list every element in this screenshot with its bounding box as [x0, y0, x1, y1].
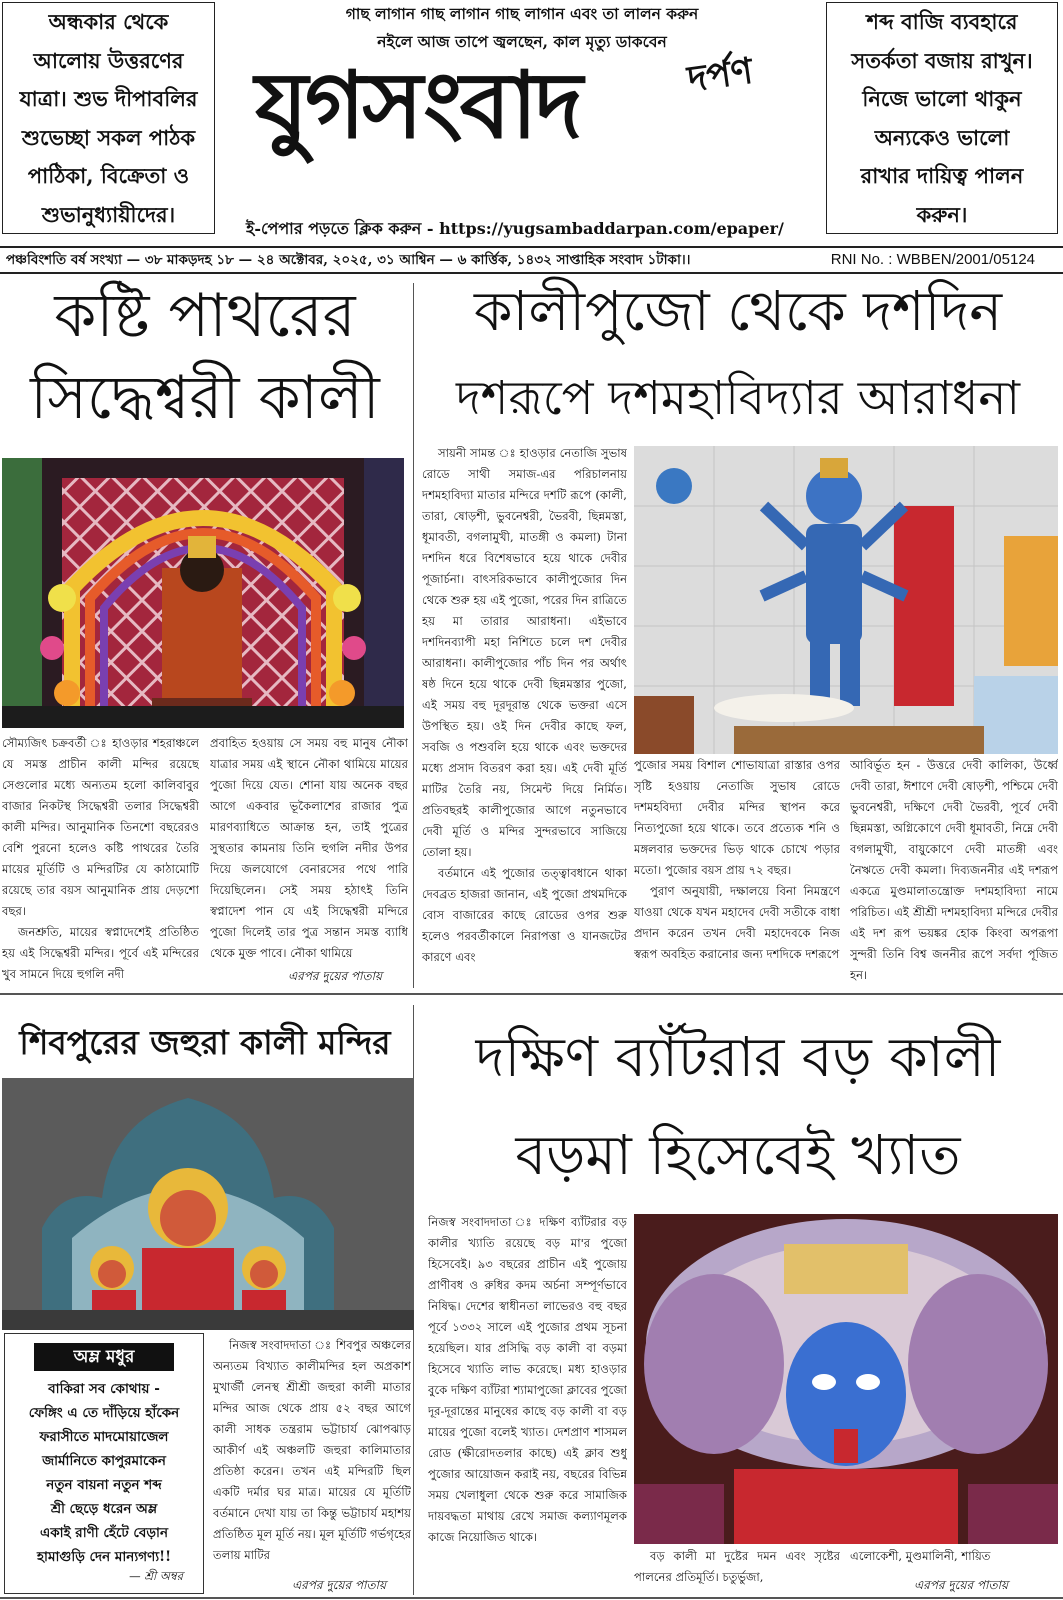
issue-info: পঞ্চবিংশতি বর্ষ সংখ্যা — ৩৮ মাকড়দহ ১৮ — ২৪ অক্টোবর, ২০২৫, ৩১ আশ্বিন — ৬ কার্ত্তিক, ১৪৩২ সাপ্তাহিক সংবাদ ১টাকা।।: [6, 252, 691, 268]
caption-text: এলোকেশী, মুণ্ডমালিনী, শায়িত: [850, 1549, 991, 1563]
poem-line: জার্মানিতে কাপুরমাকেন: [42, 1453, 166, 1469]
article-body-column: [850, 755, 1058, 984]
poem-line: শ্রী ছেড়ে ধরেন অম্ল: [50, 1501, 158, 1517]
safety-line: করুন।: [916, 201, 968, 227]
amla-title: অম্ল মধুর: [34, 1343, 174, 1371]
greeting-line: অন্ধকার থেকে: [48, 9, 169, 34]
article-paragraph: সৌম্যজিৎ চক্রবর্তী ঃ হাওড়ার শহরাঞ্চলে যে সমস্ত প্রাচীন কালী মন্দির রয়েছে সেগুলোর মধ্যে অন্যতম হলো কালিবাবুর বাজার নিকটস্থ সিদ্ধেশ্বরী তলার সিদ্ধেশ্বরী কালী মন্দির। আনুমানিক তিনশো বছরেরও বেশি পুরনো হলেও কষ্টি পাথরের তৈরি মায়ের মূর্তিটি ও মন্দিরটির যে কাঠামোটি রয়েছে তার বয়স আনুমানিক প্রায় দেড়শো বছর।: [2, 736, 199, 918]
article-headline: কালীপুজো থেকে দশদিন: [473, 279, 1003, 343]
jahura-idol-illustration: [2, 1078, 414, 1330]
section-divider: [0, 993, 1063, 995]
article-paragraph: জনশ্রুতি, মায়ের স্বপ্নাদেশেই প্রতিষ্ঠিত হয় এই সিদ্ধেশ্বরী মন্দির। পূর্বে এই মন্দিরের খুব সামনে দিয়ে হুগলি নদী: [2, 925, 199, 981]
caption-text: বড় কালী মা দুষ্টের দমন এবং সৃষ্টের পালনের প্রতিমূর্তি। চতুর্ভুজা,: [634, 1549, 840, 1584]
greeting-line: শুভেচ্ছা সকল পাঠক: [21, 124, 196, 150]
tagline: গাছ লাগান গাছ লাগান গাছ লাগান এবং তা লালন করুন: [345, 4, 699, 23]
shrine-illustration: [2, 458, 404, 728]
masthead-subtitle: দর্পণ: [685, 50, 756, 101]
column-divider: [413, 283, 414, 988]
article-headline: বড়মা হিসেবেই খ্যাত: [515, 1123, 961, 1187]
amla-madhur-box: [4, 1333, 204, 1594]
article-body-column: [2, 733, 199, 983]
tagline: নইলে আজ তাপে জ্বলছেন, কাল মৃত্যু ডাকবেন: [377, 32, 667, 51]
poem-line: একাই রাণী হেঁটে বেড়ান: [39, 1525, 169, 1541]
poem-line: নতুন বায়না নতুন শব্দ: [46, 1477, 162, 1493]
article-headline: দক্ষিণ ব্যাঁটরার বড় কালী: [475, 1025, 1001, 1089]
safety-line: সতর্কতা বজায় রাখুন।: [851, 47, 1033, 73]
article-body-column: [428, 1212, 627, 1584]
jahura-kali-photo: [2, 1078, 414, 1330]
safety-line: নিজে ভালো থাকুন: [862, 86, 1022, 111]
poem-line: ফেঙ্গিং এ তে দাঁড়িয়ে হাঁকেন: [28, 1405, 180, 1421]
article-body-column: [210, 733, 408, 965]
greeting-line: শুভানুধ্যায়ীদের।: [41, 201, 176, 227]
epaper-link[interactable]: ই-পেপার পড়তে ক্লিক করুন - https://yugsambaddarpan.com/epaper/: [246, 219, 784, 238]
photo-caption: [634, 1546, 840, 1588]
bara-kali-photo: [634, 1214, 1058, 1544]
greeting-box: [2, 2, 215, 234]
poem-line: ফরাসীতে মাদমোয়াজেল: [39, 1429, 169, 1445]
bottom-rule: [0, 1597, 1063, 1599]
poem-line: হামাগুড়ি দেন মান্যগণ্য!!: [36, 1549, 172, 1565]
article-paragraph: সায়নী সামন্ত ঃ হাওড়ার নেতাজি সুভাষ রোডে সাথী সমাজ-এর পরিচালনায় দশমহাবিদ্যা মাতার মন্দিরে দশটি রূপে (কালী, তারা, ষোড়শী, ভুবনেশ্বরী, ভৈরবী, ছিন্নমস্তা, ধূমাবতী, বগলামুখী, মাতঙ্গী ও কমলা) টানা দশদিন ধরে বিশেষভাবে হয়ে থাকে দেবীর পূজার্চনা। বাৎসরিকভাবে কালীপুজোর দিন থেকে শুরু হয় এই পুজো, পরের দিন রাত্রিতে হয় মা তারার আরাধনা। এইভাবে দশদিনব্যাপী মহা নিশিতে চলে দশ দেবীর আরাধনা। কালীপুজোর পাঁচ দিন পর অর্থাৎ ষষ্ঠ দিনে হয়ে থাকে দেবী ছিন্নমস্তার পুজো, এই সময় বহু দূরদূরান্ত থেকে ভক্তরা এসে উপস্থিত হয়। ওই দিন দেবীর কাছে ফল, সবজি ও পশুবলি হয়ে থাকে এবং ভক্তদের মধ্যে প্রসাদ বিতরণ করা হয়। এই দেবী মূর্তি মাটির তৈরি নয়, সিমেন্ট দিয়ে নির্মিত। প্রতিবছরই কালীপুজোর আগে নতুনভাবে দেবী মূর্তি ও মন্দির সুন্দরভাবে সাজিয়ে তোলা হয়।: [422, 446, 627, 859]
rni-number: RNI No. : WBBEN/2001/05124: [830, 251, 1035, 268]
greeting-line: পাঠিকা, বিক্রেতা ও: [27, 163, 190, 188]
article-paragraph: পুজোর সময় বিশাল শোভাযাত্রা রাস্তার ওপর সৃষ্টি হওয়ায় নেতাজি সুভাষ রোডে দশমহবিদ্যা দেবীর মন্দির স্থাপন করে নিত্যপুজো হয়ে থাকে। তবে প্রত্যেক শনি ও মঙ্গলবার ভক্তদের ভিড় থাকে চোখে পড়ার মতো। পুজোর বয়স প্রায় ৭২ বছর।: [634, 758, 840, 877]
continued-note: এরপর দুয়ের পাতায়: [292, 1578, 387, 1592]
safety-line: অন্যকেও ভালো: [874, 124, 1010, 150]
article-paragraph: নিজস্ব সংবাদদাতা ঃ শিবপুর অঞ্চলের অন্যতম বিখ্যাত কালীমন্দির হল অপ্রকাশ মুখার্জী লেনস্থ শ্রীশ্রী জহুরা কালী মাতার মন্দির আজ থেকে প্রায় ৫২ বছর আগে কালী সাধক তন্ত্ররাম ভট্টাচার্য ঝোপঝাড় আকীর্ণ এই অঞ্চলটি জহুরা কালিমাতার প্রতিষ্ঠা করেন। তখন এই মন্দিরটি ছিল একটি দর্মার ঘর মাত্র। মায়ের যে মূর্তিটি বর্তমানে দেখা যায় তা কিন্তু ভট্টাচার্য মহাশয় প্রতিষ্ঠিত মূল মূর্তি নয়। মূল মূর্তিটি গর্ভগৃহের তলায় মাটির: [213, 1338, 411, 1562]
article-paragraph: প্রবাহিত হওয়ায় সে সময় বহু মানুষ নৌকা যাত্রার সময় এই স্থানে নৌকা থামিয়ে মায়ের পুজো দিয়ে যেত। শোনা যায় অনেক বছর আগে একবার ভূকৈলাশের রাজার পুত্র মারণব্যাধিতে আক্রান্ত হন, তাই পুত্রের সুস্থতার কামনায় তিনি হুগলি নদীর উপর দিয়ে জলযোগে বেনারসের পথে পারি দিয়েছিলেন। সেই সময় হঠাৎই তিনি স্বপ্নাদেশ পান যে এই সিদ্ধেশ্বরী মন্দিরে পুজো দিলেই তার পুত্র সন্তান সমস্ত ব্যাধি থেকে মুক্ত পাবে। নৌকা থামিয়ে: [210, 736, 408, 960]
siddheswari-kali-photo: [2, 458, 404, 728]
article-headline: শিবপুরের জহুরা কালী মন্দির: [19, 1023, 391, 1062]
kali-idol-illustration: [634, 446, 1058, 754]
article-headline: কষ্টি পাথরের: [54, 281, 356, 351]
safety-box: [826, 2, 1058, 234]
article-paragraph: বর্তমানে এই পুজোর তত্ত্বাবধানে থাকা দেবব্রত হাজরা জানান, এই পুজো প্রথমদিকে বোস বাজারের কাছে রোডের ওপর শুরু হলেও পরবর্তীকালে নিরাপত্তা ও যানজটের কারণে এবং: [422, 866, 627, 964]
article-paragraph: আবির্ভূত হন - উত্তরে দেবী কালিকা, উর্ধ্বে দেবী তারা, ঈশাণে দেবী ষোড়শী, পশ্চিমে দেবী ভুবনেশ্বরী, দক্ষিণে দেবী ভৈরবী, পূর্বে দেবী ছিন্নমস্তা, অগ্নিকোণে দেবী ধূমাবতী, নিম্নে দেবী বগলামুখী, বায়ুকোণে দেবী মাতঙ্গী এবং নৈঋতে দেবী কমলা। দিব্যজননীর এই দশরূপ একত্রে মুণ্ডমালাতন্ত্রোক্ত দশমহাবিদ্যা নামে পরিচিত। এই শ্রীশ্রী দশমহাবিদ্যা মন্দিরে দেবীর এই দশ রূপ ভয়ঙ্কর হোক কিংবা অপরূপা সুন্দরী তিনি বিশ্ব জননীর রূপে সর্বদা পূজিত হন।: [850, 758, 1058, 982]
article-body-column: [213, 1335, 411, 1567]
safety-line: শব্দ বাজি ব্যবহারে: [866, 9, 1018, 34]
article-paragraph: নিজস্ব সংবাদদাতা ঃ দক্ষিণ ব্যাঁটরার বড় কালীর খ্যাতি রয়েছে বড় মা'র পুজো হিসেবেই। ৯৩ বছরের প্রাচীন এই পুজোয় প্রাণীবধ ও রুধির কদম অর্চনা সম্পূর্ণভাবে নিষিদ্ধ। দেশের স্বাধীনতা লাভেরও বহু বছর পূর্বে ১৩৩২ সালে এই পুজোর প্রথম সূচনা হয়েছিল। যার প্রসিদ্ধি বড় কালী বা বড়মা হিসেবে খ্যাতি লাভ করেছে। মধ্য হাওড়ার বুকে দক্ষিণ ব্যাঁটরা শ্যামাপুজো ক্লাবের পুজো দূর-দূরান্তের মানুষের কাছে বড় কালী বা বড় মায়ের পুজো বলেই খ্যাত। দেশপ্রাণ শাসমল রোড (ক্ষীরোদতলার কাছে) এই ক্লাব শুধু পুজোর আয়োজন করাই নয়, বছরের বিভিন্ন সময় খেলাধুলা থেকে শুরু করে সামাজিক দায়বদ্ধতা মাথায় রেখে সমাজ কল্যাণমূলক কাজে নিয়োজিত থাকে।: [428, 1215, 627, 1544]
poem-signature: — শ্রী অম্বর: [129, 1569, 183, 1583]
photo-caption: [850, 1546, 1058, 1568]
poem-line: বাকিরা সব কোথায় -: [48, 1381, 160, 1397]
article-headline: দশরূপে দশমহাবিদ্যার আরাধনা: [455, 371, 1021, 426]
continued-note: এরপর দুয়ের পাতায়: [288, 969, 383, 983]
continued-note: এরপর দুয়ের পাতায়: [914, 1578, 1009, 1592]
masthead-title: যুগসংবাদ: [255, 52, 580, 159]
article-paragraph: পুরাণ অনুযায়ী, দক্ষালয়ে বিনা নিমন্ত্রণে যাওয়া থেকে যখন মহাদেব দেবী সতীকে বাধা প্রদান করেন তখন দেবী মহাদেবকে নিজ স্বরূপ অবহিত করানোর জন্য দশদিকে দশরূপে: [634, 884, 840, 961]
article-body-column: [634, 755, 840, 984]
bara-kali-illustration: [634, 1214, 1058, 1544]
greeting-line: যাত্রা। শুভ দীপাবলির: [19, 86, 198, 111]
greeting-line: আলোয় উত্তরণের: [33, 47, 184, 73]
dashamahavidya-photo: [634, 446, 1058, 754]
article-body-column: [422, 443, 627, 984]
dateline: [0, 246, 1063, 274]
article-headline: সিদ্ধেশ্বরী কালী: [30, 363, 380, 433]
safety-line: রাখার দায়িত্ব পালন: [860, 163, 1024, 188]
